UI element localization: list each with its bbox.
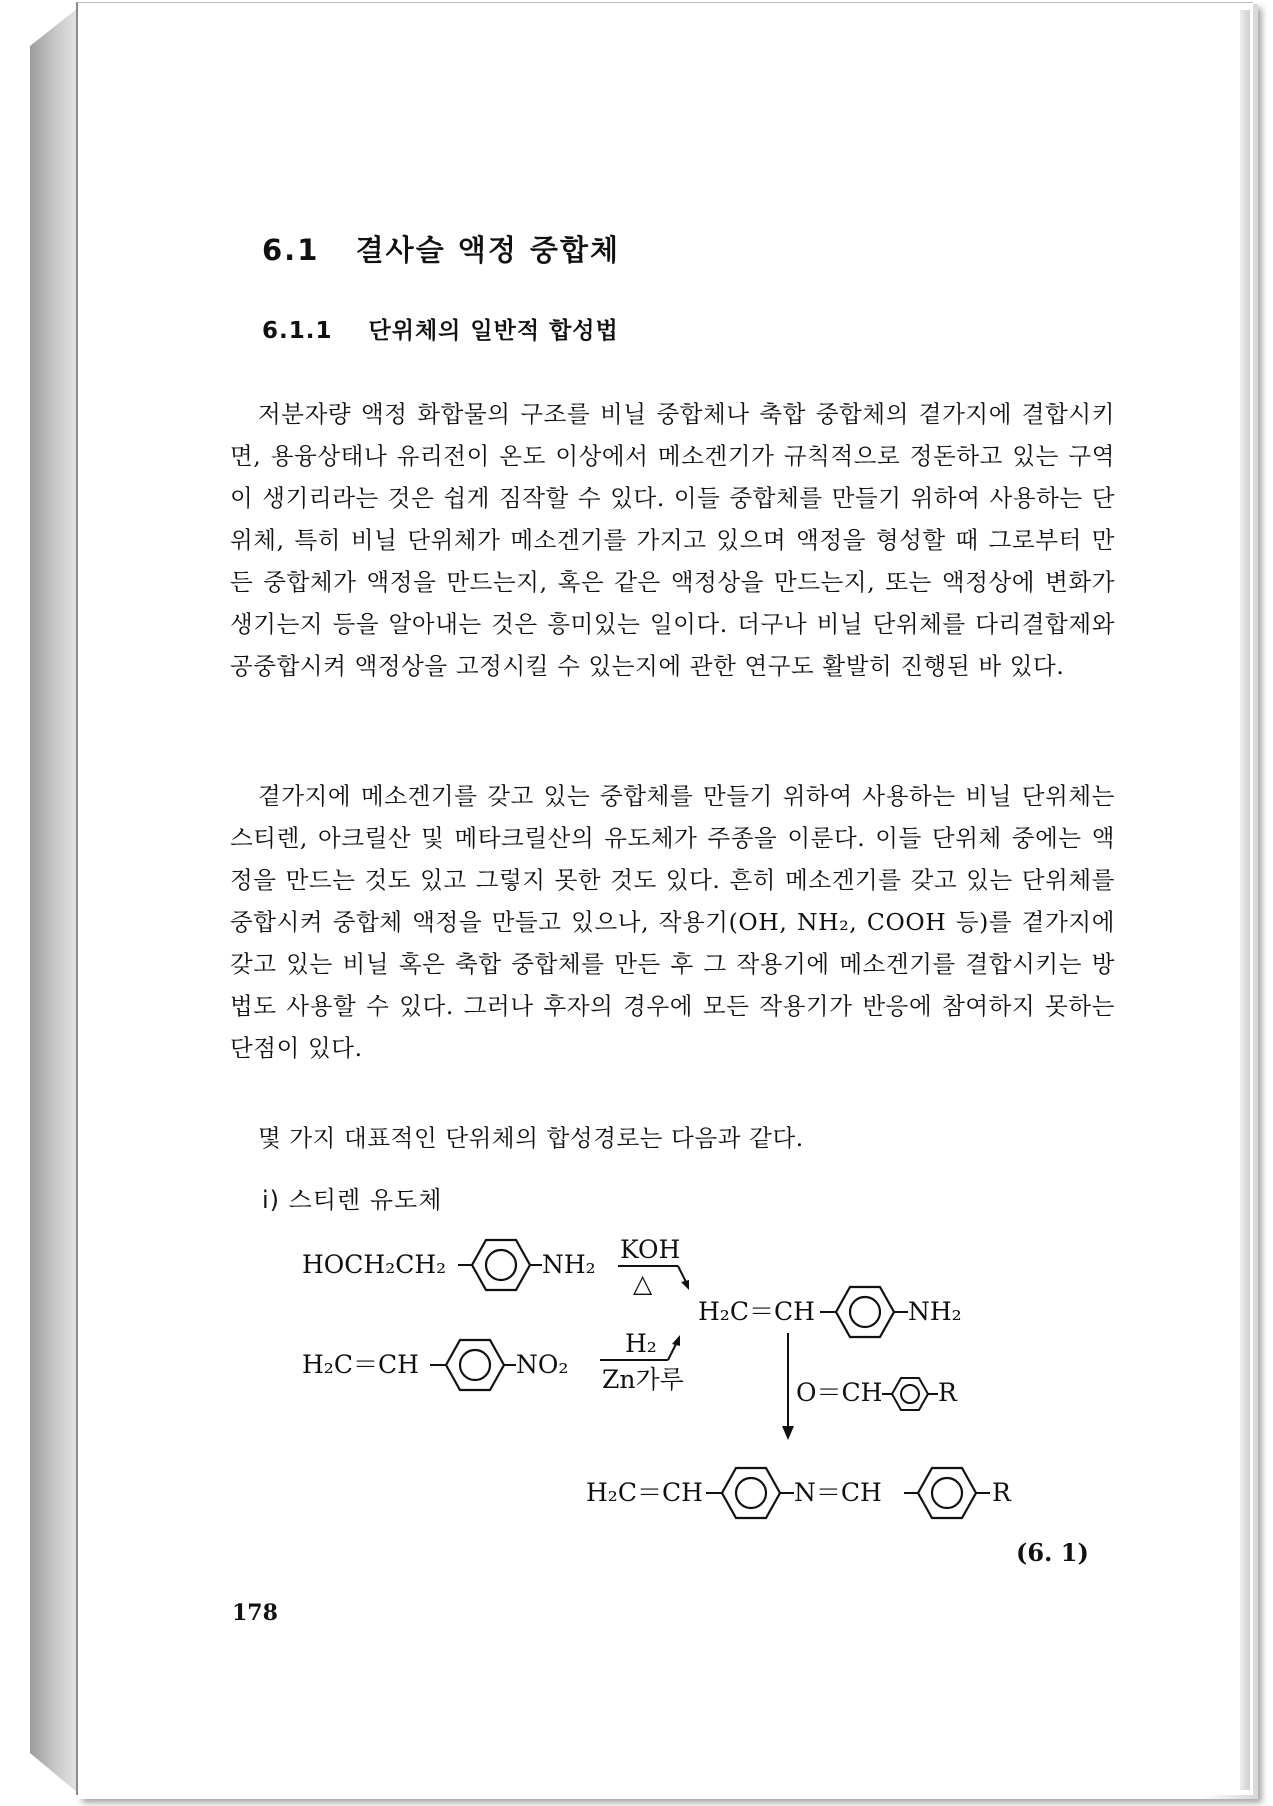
reagent2-bottom: Zn가루 <box>602 1365 684 1394</box>
reagent3-right: R <box>938 1378 957 1407</box>
paragraph-3: 몇 가지 대표적인 단위체의 합성경로는 다음과 같다. <box>258 1124 804 1152</box>
ring-circle <box>850 1297 880 1327</box>
reagent2-top: H₂ <box>625 1329 657 1358</box>
equation-number: (6. 1) <box>1016 1538 1089 1567</box>
paragraph-1: 저분자량 액정 화합물의 구조를 비닐 중합체나 축합 중합체의 곁가지에 결합시키면, 용융상태나 유리전이 온도 이상에서 메소겐기가 규칙적으로 정돈하고 있는 구역이 생기리라는 것은 쉽게 짐작할 수 있다. 이들 중합체를 만들기 위하여 사용하는 단위체, 특히 비닐 단위체가 메소겐기를 가지고 있으며 액정을 형성할 때 그로부터 만든 중합체가 액정을 만드는지, 혹은 같은 액정상을 만드는지, 또는 액정상에 변화가 생기는지 등을 알아내는 것은 흥미있는 일이다. 더구나 비닐 단위체를 다리결합제와 공중합시켜 액정상을 고정시킬 수 있는지에 관한 연구도 활발히 진행된 바 있다. <box>230 400 1115 680</box>
reactant1-left: HOCH₂CH₂ <box>302 1250 447 1279</box>
section-heading <box>262 228 620 269</box>
product-left: H₂C＝CH <box>586 1478 703 1507</box>
section-title: 결사슬 액정 중합체 <box>355 233 620 267</box>
reagent1-top: KOH <box>620 1235 681 1264</box>
reagent1-bottom: △ <box>633 1269 653 1298</box>
product-middle: N＝CH <box>794 1478 882 1507</box>
ring-circle <box>460 1350 490 1380</box>
page-number: 178 <box>232 1600 278 1626</box>
subsection-number: 6.1.1 <box>262 318 333 344</box>
intermediate-left: H₂C＝CH <box>698 1297 815 1326</box>
list-item-styrene: ⅰ) 스티렌 유도체 <box>262 1186 443 1214</box>
reactant2-left: H₂C＝CH <box>302 1350 419 1379</box>
section-number: 6.1 <box>262 233 320 267</box>
benzene-ring <box>836 1287 894 1337</box>
book-spine <box>30 8 78 1793</box>
ring-circle <box>486 1250 516 1280</box>
reactant1-right: NH₂ <box>542 1250 596 1279</box>
benzene-ring <box>918 1468 976 1518</box>
benzene-ring <box>472 1240 530 1290</box>
page-edge <box>1240 10 1250 1790</box>
arrow-head <box>681 1280 689 1290</box>
reaction-scheme <box>290 1228 1110 1528</box>
product-right: R <box>992 1478 1011 1507</box>
subsection-heading <box>262 312 619 345</box>
ring-circle <box>932 1478 962 1508</box>
paragraph-2: 곁가지에 메소겐기를 갖고 있는 중합체를 만들기 위하여 사용하는 비닐 단위체는 스티렌, 아크릴산 및 메타크릴산의 유도체가 주종을 이룬다. 이들 단위체 중에는 액정을 만드는 것도 있고 그렇지 못한 것도 있다. 흔히 메소겐기를 갖고 있는 단위체를 중합시켜 중합체 액정을 만들고 있으나, 작용기(OH, NH₂, COOH 등)를 곁가지에 갖고 있는 비닐 혹은 축합 중합체를 만든 후 그 작용기에 메소겐기를 결합시키는 방법도 사용할 수 있다. 그러나 후자의 경우에 모든 작용기가 반응에 참여하지 못하는 단점이 있다. <box>230 782 1115 1062</box>
arrow-head <box>672 1335 680 1346</box>
reagent3-left: O＝CH <box>796 1378 883 1407</box>
benzene-ring <box>446 1340 504 1390</box>
benzene-ring <box>892 1378 928 1410</box>
subsection-title: 단위체의 일반적 합성법 <box>368 318 619 344</box>
intermediate-right: NH₂ <box>908 1297 962 1326</box>
arrow-head <box>782 1426 794 1440</box>
reactant2-right: NO₂ <box>516 1350 569 1379</box>
ring-circle <box>736 1478 766 1508</box>
ring-circle <box>901 1385 919 1403</box>
benzene-ring <box>722 1468 780 1518</box>
